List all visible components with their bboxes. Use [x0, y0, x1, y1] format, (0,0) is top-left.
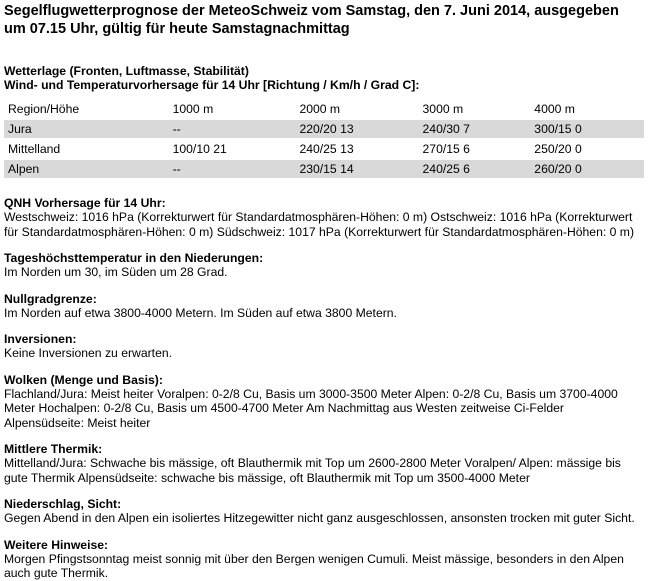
table-cell: 270/15 6 [422, 142, 470, 156]
notes-text: Morgen Pfingstsonntag meist sonnig mit über den Bergen wenigen Cumuli. Meist mässige, besonders in den Alpen auch gute Thermik. [4, 551, 624, 580]
table-cell: -- [169, 160, 296, 178]
freezing-level-section [4, 292, 644, 321]
inversions-text: Keine Inversionen zu erwarten. [4, 346, 173, 360]
temperature-heading: Tageshöchsttemperatur in den Niederungen: [4, 251, 264, 265]
table-cell: 230/15 14 [295, 160, 418, 178]
wind-temperature-table [4, 98, 644, 180]
table-cell: 250/20 0 [534, 142, 582, 156]
page-title: Segelflugwetterprognose der MeteoSchweiz vom Samstag, den 7. Juni 2014, ausgegeben um 07.15 Uhr, gültig für heute Samstagnachmittag [4, 3, 619, 37]
clouds-section [4, 373, 644, 431]
table-cell: 220/20 13 [295, 120, 418, 138]
table-cell: 240/30 7 [419, 120, 531, 138]
table-header-cell: 2000 m [299, 102, 341, 116]
clouds-heading: Wolken (Menge und Basis): [4, 372, 163, 387]
wind-heading: Wind- und Temperaturvorhersage für 14 Uhr [Richtung / Km/h / Grad C]: [4, 78, 420, 92]
table-row [4, 120, 644, 138]
wetterlage-heading: Wetterlage (Fronten, Luftmasse, Stabilität) [4, 64, 249, 78]
table-row [4, 160, 644, 178]
qnh-section [4, 196, 644, 239]
table-cell: Mittelland [8, 142, 61, 156]
table-header-row [4, 100, 644, 118]
notes-section [4, 538, 644, 581]
precipitation-heading: Niederschlag, Sicht: [4, 497, 122, 511]
thermals-text: Mittelland/Jura: Schwache bis mässige, oft Blauthermik mit Top um 2600-2800 Meter Voralpen/ Alpen: mässige bis gute Thermik Alpensüdseite: schwache bis mässige, oft Blauthermik mit Top um 3500-4000 Meter [4, 456, 621, 485]
precipitation-section [4, 497, 644, 526]
table-row [4, 140, 644, 158]
table-cell: 100/10 21 [172, 142, 227, 156]
table-cell: 260/20 0 [530, 160, 644, 178]
table-header-cell: Region/Höhe [8, 102, 80, 116]
table-cell: 300/15 0 [530, 120, 644, 138]
precipitation-text: Gegen Abend in den Alpen ein isoliertes Hitzegewitter nicht ganz ausgeschlossen, ansonsten trocken mit guter Sicht. [4, 511, 635, 525]
freezing-level-heading: Nullgradgrenze: [4, 291, 97, 306]
table-header-cell: 3000 m [422, 102, 464, 116]
table-cell: 240/25 13 [299, 142, 354, 156]
temperature-text: Im Norden um 30, im Süden um 28 Grad. [4, 265, 228, 279]
table-cell: Jura [4, 120, 169, 138]
inversions-section [4, 332, 644, 361]
notes-heading: Weitere Hinweise: [4, 537, 109, 552]
qnh-text: Westschweiz: 1016 hPa (Korrekturwert für Standardatmosphären-Höhen: 0 m) Ostschweiz: 1016 hPa (Korrekturwert für Standardatmosphären-Höhen: 0 m) Südschweiz: 1017 hPa (Korrekturwert für Standardatmosphären-Höhen: 0 m) [4, 210, 635, 239]
qnh-heading: QNH Vorhersage für 14 Uhr: [4, 196, 166, 210]
thermals-heading: Mittlere Thermik: [4, 442, 103, 456]
table-header-cell: 4000 m [534, 102, 575, 116]
thermals-section [4, 442, 644, 485]
freezing-level-text: Im Norden auf etwa 3800-4000 Metern. Im Süden auf etwa 3800 Metern. [4, 305, 397, 320]
table-header-cell: 1000 m [172, 102, 214, 116]
table-cell: -- [169, 120, 296, 138]
table-cell: 240/25 6 [419, 160, 531, 178]
clouds-text: Flachland/Jura: Meist heiter Voralpen: 0-2/8 Cu, Basis um 3000-3500 Meter Alpen: 0-2/8 Cu, Basis um 3700-4000 Meter Hochalpen: 0-2/8 Cu, Basis um 4500-4700 Meter Am Nachmittag aus Westen zeitweise Ci-Felder Alpensüdseite: Meist heiter [4, 386, 618, 430]
inversions-heading: Inversionen: [4, 332, 77, 346]
table-cell: Alpen [4, 160, 169, 178]
temperature-section [4, 251, 644, 280]
